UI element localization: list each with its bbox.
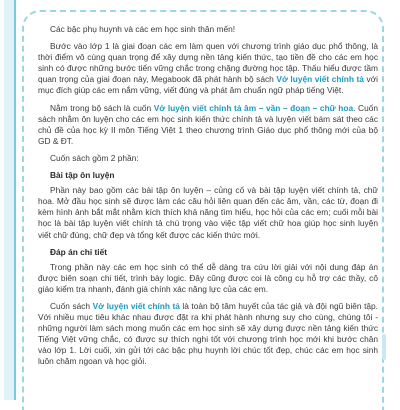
paragraph-5: [38, 301, 378, 368]
structure-line: Cuốn sách gồm 2 phần:: [50, 152, 139, 163]
paragraph-5-end: là toàn bộ tâm huyết của tác giả và đội ngũ biên tập. Với nhiều mục tiêu khác nhau được đặt ra khi phát hành nhưng suy cho cùng, chúng tôi - những người làm sách mong muốn các em học sinh sẽ xây dựng được nền tảng kiến thức Tiếng Việt vững chắc, có được sự thích nghi tốt với chương trình học mới khi bước chân vào lớp 1. Lời cuối, xin gửi tới các bậc phụ huynh lời chúc tốt đẹp, chúc các em học sinh luôn chăm ngoan và học giỏi.: [38, 300, 378, 367]
side-band: [4, 0, 16, 400]
paragraph-2-end: . Cuốn sách nhằm ôn luyện cho các em học sinh kiến thức chính tả và luyện viết bám sát theo các chủ đề của học kỳ II môn Tiếng Việt 1 theo chương trình Giáo dục phổ thông mới của bộ GD & ĐT.: [38, 102, 379, 146]
book-title-highlight: Vở luyện viết chính tả: [276, 74, 364, 85]
paragraph-3: Phần này bao gồm các bài tập ôn luyện – củng cố và bài tập luyện viết chính tả, chữ hoa. Mở đầu học sinh sẽ được làm các câu hỏi liên quan đến các âm, vần, các từ, đoạn đi kèm hình ảnh bắt mắt nhằm kích thích khả năng tìm hiểu, học hỏi của các em; cuối mỗi bài học là bài tập luyện viết chính tả chú trọng vào việc tập viết chữ hoa giúp học sinh luyện viết chữ đúng, chữ đẹp và tổng kết được các kiến thức mới.: [38, 185, 378, 240]
paragraph-1-text: Bước vào lớp 1 là giai đoạn các em làm quen với chương trình giáo dục phổ thông, là thời điểm vô cùng quan trọng để xây dựng nền tảng kiến thức, tạo tiền đề cho các em học sinh có được những bước tiến vững chắc trong chặng đường học tập. Thấu hiểu được tầm quan trọng của giai đoạn này, Megabook đã phát hành bộ sách: [38, 41, 378, 85]
paragraph-4: Trong phần này các em học sinh có thể dễ dàng tra cứu lời giải với nội dung đáp án được biên soạn chi tiết, trình bày logic. Đây cũng được coi là công cụ hỗ trợ các thầy, cô giáo kiểm tra nhanh, đánh giá chính xác năng lực của các em.: [38, 261, 378, 294]
paragraph-5-start: Cuốn sách: [50, 300, 91, 311]
book-title-highlight-2: Vở luyện viết chính tả: [92, 300, 180, 311]
section-heading-answers: Đáp án chi tiết: [50, 246, 108, 257]
paragraph-2-start: Nằm trong bộ sách là cuốn: [50, 102, 152, 113]
section-heading-exercises: Bài tập ôn luyện: [50, 170, 115, 181]
preface-text: [38, 24, 378, 374]
page-edge-mark: [382, 334, 386, 360]
paragraph-2: [38, 103, 378, 147]
book-full-title-highlight: Vở luyện viết chính tả âm – vần – đoạn – chữ hoa: [153, 102, 354, 113]
greeting: Các bậc phụ huynh và các em học sinh thân mến!: [50, 24, 236, 34]
paragraph-1-end: với mục đích giúp các em nắm vững, viết đúng và phát âm chuẩn ngữ pháp tiếng Việt.: [38, 74, 378, 96]
side-decoration: [0, 0, 18, 400]
paragraph-1: [38, 41, 378, 96]
